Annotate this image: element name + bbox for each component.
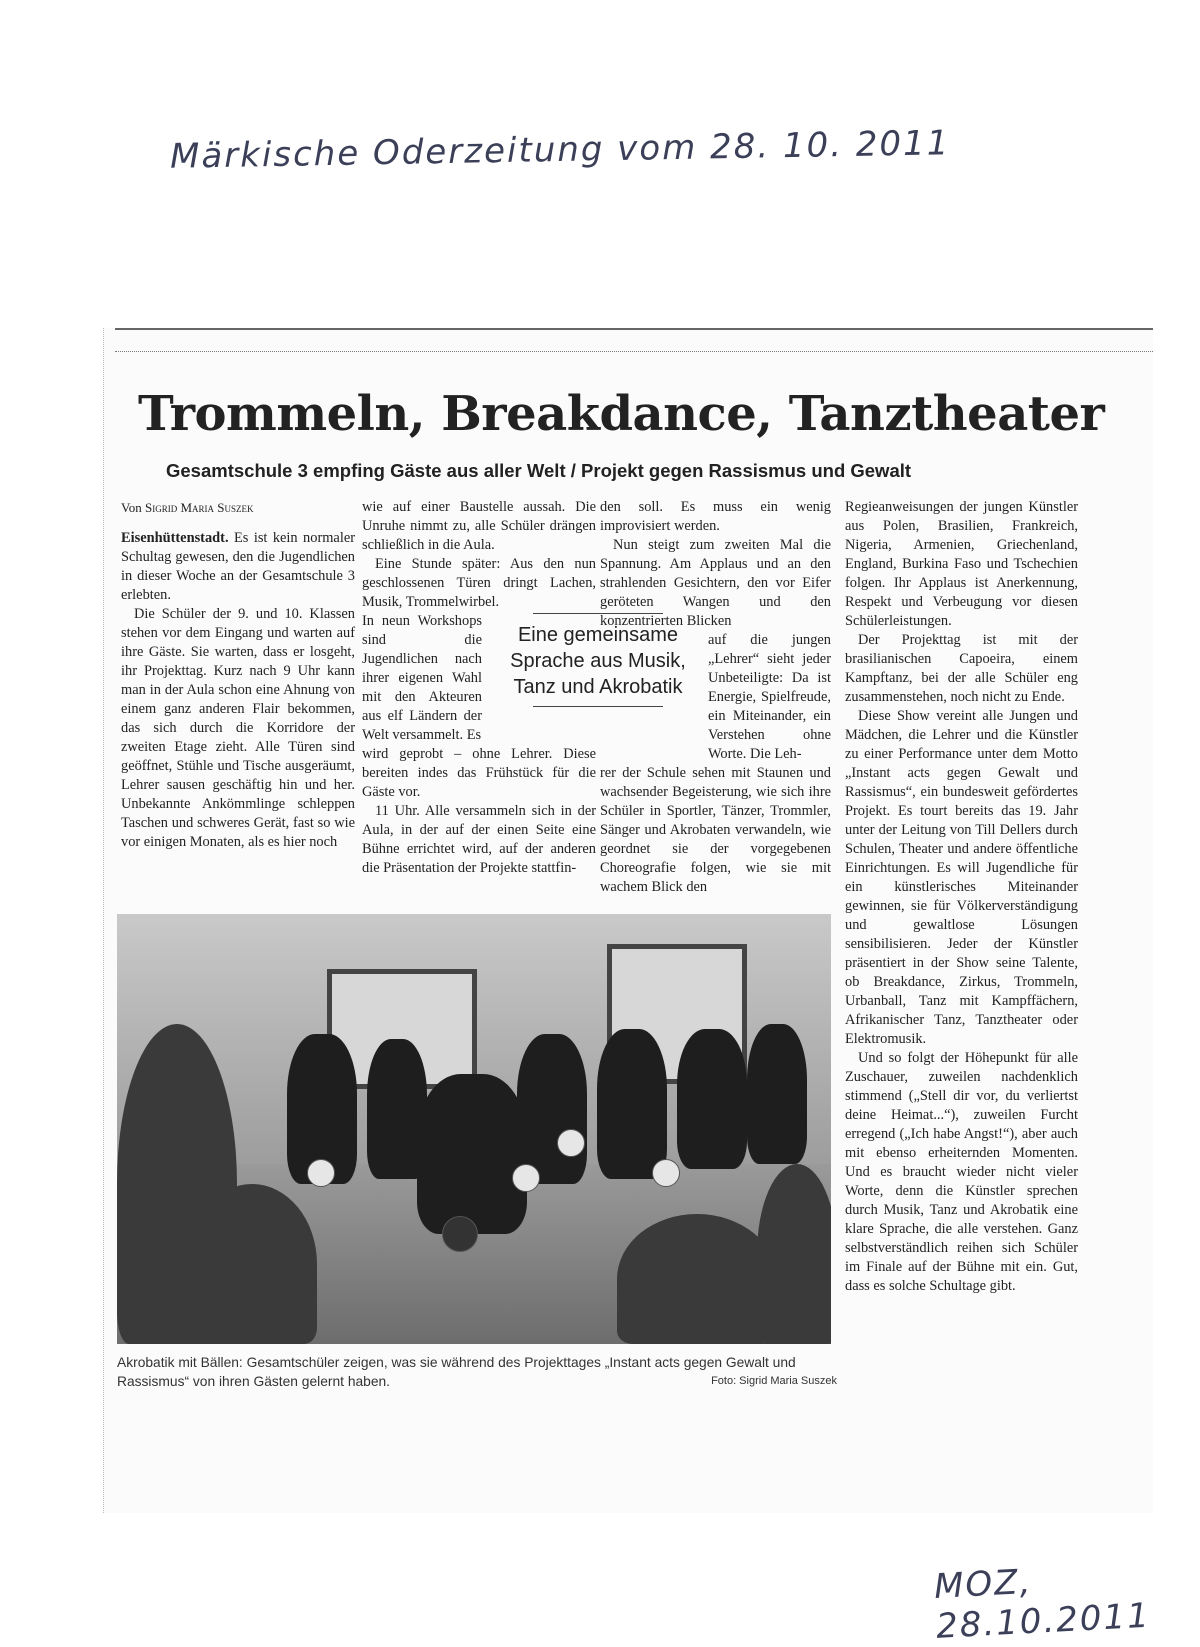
paragraph: auf die jungen „Lehrer“ sieht jeder Unbeteiligte: Da ist Energie, Spielfreude, ein Miteinander, ein Verstehen ohne Worte. Die Leh- — [708, 632, 831, 762]
pull-quote-rule — [533, 613, 663, 614]
paragraph: Diese Show vereint alle Jungen und Mädchen, die Lehrer und die Künstler zu einer Performance unter dem Motto „Instant acts gegen Gewalt und Rassismus“, ein bundesweit gefördertes Projekt. Es tourt bereits das 19. Jahr unter der Leitung von Till Dellers durch Schulen, Theater und andere öffentliche Einrichtungen. Es will Jugendliche für ein künstlerisches Miteinander gewinnen, sie für Völkerverständigung und gewaltlose Lösungen sensibilisieren. Jeder der Künstler präsentiert in der Show seine Talente, ob Breakdance, Zirkus, Trommeln, Urbanball, Tanz mit Kampffächern, Afrikanischer Tanz, Tanztheater oder Elektromusik. — [845, 708, 1078, 1047]
paragraph: In neun Workshops sind die Jugendlichen nach ihrer eigenen Wahl mit den Akteuren aus elf Ländern der Welt versammelt. Es — [362, 613, 482, 743]
photo-ball — [512, 1164, 540, 1192]
byline-prefix: Von — [121, 500, 142, 515]
paragraph: Und so folgt der Höhepunkt für alle Zuschauer, zuweilen nachdenklich stimmend („Stell dir vor, du verliertst deine Heimat...“), zuweilen Furcht erregend („Ich habe Angst!“), aber auch mit ebenso erheiternden Momenten. Und es braucht wieder nicht vieler Worte, denn die Künstler sprechen durch Musik, Tanz und Akrobatik eine klare Sprache, die alle verstehen. Ganz selbstverständlich reihen sich Schüler im Finale auf der Bühne mit ein. Gut, dass es solche Schultage gibt. — [845, 1050, 1078, 1294]
photo-dancer — [747, 1024, 807, 1164]
handwritten-source-note: Märkische Oderzeitung vom 28. 10. 2011 — [169, 123, 951, 177]
subheadline: Gesamtschule 3 empfing Gäste aus aller Welt / Projekt gegen Rassismus und Gewalt — [166, 460, 912, 481]
paragraph: den soll. Es muss ein wenig improvisiert werden. — [600, 499, 831, 534]
paragraph: Der Projekttag ist mit der brasilianischen Capoeira, einem Kampftanz, bei der alle Schüler eng zusammenstehen, noch nicht zu Ende. — [845, 632, 1078, 705]
dateline: Eisenhüttenstadt. — [121, 530, 229, 546]
photo-ball — [442, 1216, 478, 1252]
paragraph: rer der Schule sehen mit Staunen und wachsender Begeisterung, wie sich ihre Schüler in Sportler, Tänzer, Trommler, Sänger und Akrobaten verwandeln, wie geordnet sie der vorgegebenen Choreografie folgen, wie sie mit wachem Blick den — [600, 765, 831, 895]
photo-dancer — [517, 1034, 587, 1184]
paragraph: Eine Stunde später: Aus den nun geschlossenen Türen dringt Lachen, Musik, Trommelwirbel. — [362, 556, 596, 610]
headline: Trommeln, Breakdance, Tanztheater — [138, 386, 1105, 442]
photo-credit: Foto: Sigrid Maria Suszek — [711, 1375, 837, 1387]
paragraph: wird geprobt – ohne Lehrer. Diese bereiten indes das Frühstück für die Gäste vor. — [362, 746, 596, 800]
photo-caption — [117, 1353, 837, 1391]
photo-audience — [757, 1164, 831, 1344]
byline — [121, 498, 355, 517]
paragraph: Die Schüler der 9. und 10. Klassen stehen vor dem Eingang und warten auf ihre Gäste. Sie warten, dass er losgeht, ihr Projekttag. Kurz nach 9 Uhr kann man in der Aula schon eine Ahnung von einem ganz anderen Flair bekommen, das sich durch die Korridore der zweiten Etage zieht. Alle Türen sind geöffnet, Stühle und Tische ausgeräumt, Lehrer sausen geschäftig hin und her. Unbekannte Ankömmlinge schleppen Taschen und schweres Gerät, fast so wie vor einigen Monaten, als es hier noch — [121, 606, 355, 850]
top-rule — [115, 328, 1153, 330]
handwritten-date-note: MOZ, 28.10.2011 — [933, 1561, 1152, 1647]
photo-ball — [557, 1129, 585, 1157]
pull-quote — [504, 613, 692, 707]
photo-audience — [187, 1184, 317, 1344]
pull-quote-text: Eine gemeinsame Sprache aus Musik, Tanz und Akrobatik — [510, 624, 686, 698]
paragraph: Nun steigt zum zweiten Mal die Spannung. Am Applaus und an den strahlenden Gesichtern, den vor Eifer geröteten Wangen und den konzentrierten Blicken — [600, 537, 831, 629]
article-photo — [117, 914, 831, 1344]
photo-dancer — [417, 1074, 527, 1234]
photo-ball — [652, 1159, 680, 1187]
byline-author: Sigrid Maria Suszek — [144, 500, 254, 515]
newspaper-clipping — [103, 328, 1153, 1513]
caption-text: Akrobatik mit Bällen: Gesamtschüler zeigen, was sie während des Projekttages „Instant acts gegen Gewalt und Rassismus“ von ihren Gästen gelernt haben. — [117, 1355, 796, 1389]
photo-ball — [307, 1159, 335, 1187]
paragraph-text: Es ist kein normaler Schultag gewesen, den die Jugendlichen in dieser Woche an der Gesamtschule 3 erlebten. — [121, 530, 355, 603]
paragraph: Regieanweisungen der jungen Künstler aus Polen, Brasilien, Frankreich, Nigeria, Armenien, Griechenland, England, Burkina Faso und Tschechien folgen. Ihr Applaus ist Anerkennung, Respekt und Verbeugung vor diesen Schülerleistungen. — [845, 499, 1078, 629]
clipping-edge — [103, 328, 104, 1513]
top-dotted-rule — [115, 351, 1153, 352]
paragraph: 11 Uhr. Alle versammeln sich in der Aula, in der auf der einen Seite eine Bühne errichtet wird, auf der anderen die Präsentation der Projekte stattfin- — [362, 803, 596, 876]
article-column-1 — [121, 498, 355, 852]
paragraph — [121, 529, 355, 605]
photo-dancer — [597, 1029, 667, 1179]
pull-quote-rule — [533, 706, 663, 707]
article-column-4 — [845, 498, 1078, 1296]
paragraph: wie auf einer Baustelle aussah. Die Unruhe nimmt zu, alle Schüler drängen schließlich in die Aula. — [362, 499, 596, 553]
photo-dancer — [677, 1029, 747, 1169]
photo-audience — [617, 1214, 777, 1344]
